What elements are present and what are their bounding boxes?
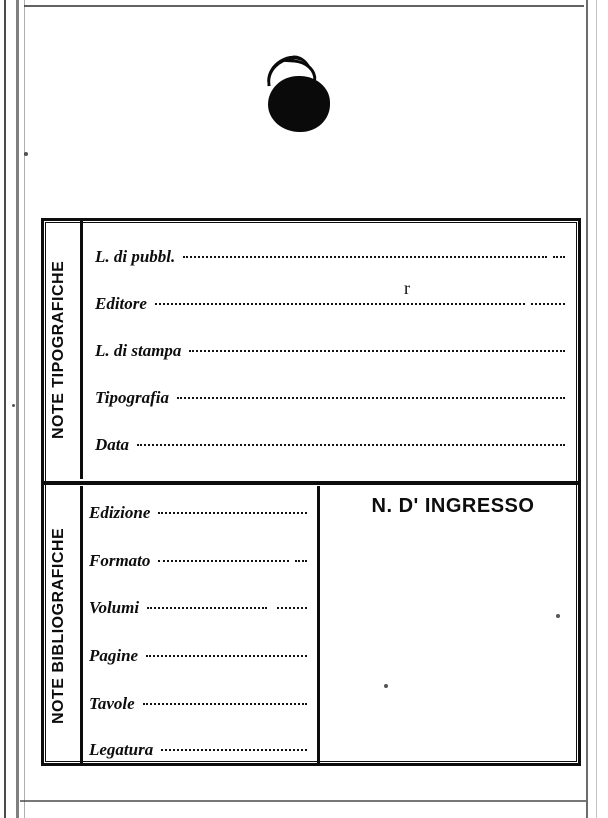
field-label-editore: Editore	[95, 294, 147, 313]
field-input-edizione[interactable]	[158, 504, 307, 518]
page-edge-right-hairline	[596, 0, 597, 818]
field-label-l-di-pubbl: L. di pubbl.	[95, 247, 176, 266]
vertical-rule-accession	[317, 486, 320, 764]
field-row	[89, 646, 307, 666]
section-divider	[41, 481, 581, 485]
dotted-line-tail	[531, 303, 565, 305]
field-input-legatura[interactable]	[161, 741, 307, 755]
accession-number-title: N. D' INGRESSO	[371, 495, 535, 517]
page-edge-left-inner	[16, 0, 19, 818]
field-input-editore[interactable]	[155, 295, 565, 309]
field-row	[89, 551, 307, 571]
page-edge-right	[586, 0, 588, 818]
field-row	[95, 435, 565, 455]
field-label-legatura: Legatura	[89, 740, 154, 759]
field-label-pagine: Pagine	[89, 646, 139, 665]
stray-pen-mark: r	[404, 278, 410, 298]
field-label-tavole: Tavole	[89, 694, 135, 713]
field-row	[95, 247, 565, 267]
vertical-rule-bibliographic	[80, 486, 83, 764]
field-input-pagine[interactable]	[146, 647, 307, 661]
field-label-formato: Formato	[89, 551, 151, 570]
page-edge-bottom	[20, 800, 586, 802]
dotted-line-tail	[553, 256, 565, 258]
field-label-l-di-stampa: L. di stampa	[95, 341, 182, 360]
field-label-edizione: Edizione	[89, 503, 151, 522]
field-row	[95, 341, 565, 361]
field-row	[95, 388, 565, 408]
field-input-data[interactable]	[137, 436, 565, 450]
scan-speck	[12, 404, 15, 407]
page-edge-left-outer	[4, 0, 6, 818]
field-input-l-di-stampa[interactable]	[189, 342, 565, 356]
field-label-tipografia: Tipografia	[95, 388, 169, 407]
field-row	[89, 694, 307, 714]
section-label-typographic: NOTE TIPOGRAFICHE	[50, 260, 67, 440]
field-row	[89, 740, 307, 760]
field-row	[95, 294, 565, 314]
field-input-l-di-pubbl[interactable]	[183, 248, 565, 262]
page-edge-left-inner-hairline	[24, 0, 25, 818]
field-input-formato[interactable]	[158, 552, 307, 566]
field-label-data: Data	[95, 435, 129, 454]
page-edge-top	[24, 5, 584, 7]
field-row	[89, 503, 307, 523]
scan-speck	[24, 152, 28, 156]
field-input-tavole[interactable]	[143, 695, 307, 709]
vertical-rule-typographic	[80, 221, 83, 479]
punch-hole-icon	[268, 76, 330, 132]
section-label-bibliographic: NOTE BIBLIOGRAFICHE	[50, 527, 67, 725]
field-input-volumi[interactable]	[147, 599, 307, 613]
dotted-line-tail	[295, 560, 307, 562]
field-label-volumi: Volumi	[89, 598, 140, 617]
dotted-line-tail	[277, 607, 307, 609]
field-input-tipografia[interactable]	[177, 389, 565, 403]
field-row	[89, 598, 307, 618]
